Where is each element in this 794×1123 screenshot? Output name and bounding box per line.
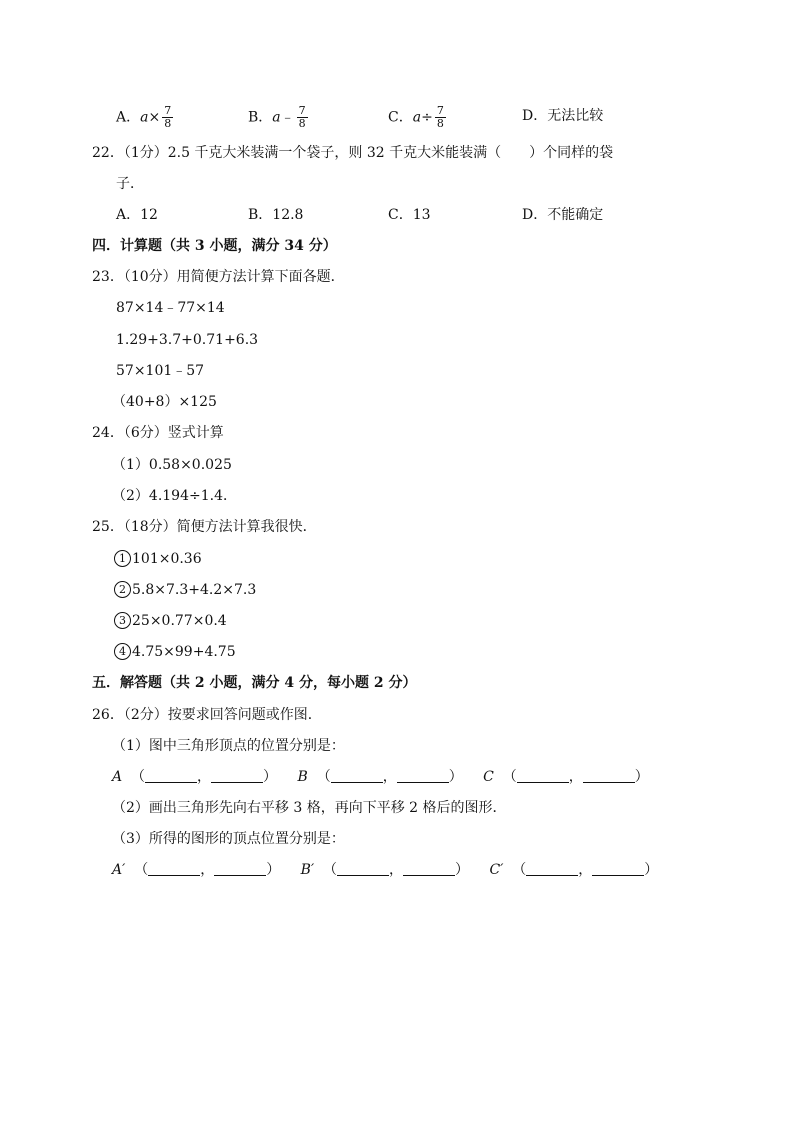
q25-expression: 4.75×99+4.75 [132, 644, 236, 660]
answer-blank[interactable] [145, 768, 197, 783]
point-b-prime [301, 860, 469, 880]
q23-item: （40+8）×125 [112, 394, 217, 410]
circled-number: 4 [114, 643, 131, 660]
answer-blank[interactable] [517, 768, 569, 783]
q25-item [114, 580, 256, 600]
q24-item: （1）0.58×0.025 [112, 457, 232, 473]
point-c-prime [489, 860, 658, 880]
q26-title: 26．（2分）按要求回答问题或作图． [92, 707, 322, 723]
q26-sub2: （2）画出三角形先向右平移 3 格，再向下平移 2 格后的图形． [112, 800, 507, 816]
fraction-denominator: 8 [298, 117, 306, 130]
variable: a [272, 109, 281, 126]
point-label: A [112, 769, 123, 785]
close-paren: ） [455, 862, 470, 878]
q24-item: （2）4.194÷1.4． [112, 488, 237, 504]
operator: × [148, 109, 161, 126]
fraction-numerator: 7 [436, 104, 444, 117]
answer-blank[interactable] [148, 861, 200, 876]
answer-blank[interactable] [214, 861, 266, 876]
q22-question-line1: 22．（1分）2.5 千克大米装满一个袋子，则 32 千克大米能装满（ ）个同样的袋 [92, 145, 614, 161]
variable: a [412, 109, 422, 126]
q23-item: 87×14﹣77×14 [116, 300, 225, 316]
fraction [297, 105, 308, 130]
answer-blank[interactable] [583, 768, 635, 783]
fraction-numerator: 7 [298, 104, 306, 117]
close-paren: ） [263, 769, 278, 785]
open-paren: （ [131, 769, 146, 785]
point-label: C′ [489, 862, 504, 878]
fraction [162, 105, 173, 130]
open-paren: （ [502, 769, 517, 785]
q21-option-b [248, 105, 310, 130]
circled-number: 2 [114, 581, 131, 598]
answer-blank[interactable] [331, 768, 383, 783]
operator: ﹣ [280, 109, 295, 126]
comma: ， [382, 769, 397, 785]
operator: ÷ [421, 109, 433, 126]
q26-points-original [112, 767, 649, 787]
q25-item [114, 611, 227, 631]
open-paren: （ [316, 769, 331, 785]
comma: ， [389, 862, 404, 878]
open-paren: （ [323, 862, 338, 878]
q25-item [114, 549, 202, 569]
point-label: B′ [300, 862, 315, 878]
open-paren: （ [512, 862, 527, 878]
comma: ， [197, 769, 212, 785]
answer-blank[interactable] [337, 861, 389, 876]
answer-blank[interactable] [397, 768, 449, 783]
section-5-heading: 五．解答题（共 2 小题，满分 4 分，每小题 2 分） [92, 675, 417, 691]
option-label: C． [388, 109, 413, 126]
q22-option-b: B．12.8 [248, 207, 304, 223]
point-label: C [483, 769, 494, 785]
answer-blank[interactable] [526, 861, 578, 876]
close-paren: ） [266, 862, 281, 878]
open-paren: （ [134, 862, 149, 878]
q21-option-a [116, 105, 175, 130]
comma: ， [200, 862, 215, 878]
answer-blank[interactable] [211, 768, 263, 783]
answer-blank[interactable] [592, 861, 644, 876]
option-label: B． [248, 109, 273, 126]
q25-expression: 5.8×7.3+4.2×7.3 [132, 582, 257, 598]
close-paren: ） [644, 862, 659, 878]
comma: ， [578, 862, 593, 878]
fraction-denominator: 8 [436, 117, 444, 130]
comma: ， [568, 769, 583, 785]
q26-sub3: （3）所得的图形的顶点位置分别是： [112, 831, 345, 847]
point-a [112, 767, 277, 787]
answer-blank[interactable] [403, 861, 455, 876]
option-label: A． [116, 109, 141, 126]
point-c [483, 767, 649, 787]
q23-item: 1.29+3.7+0.71+6.3 [116, 332, 259, 348]
fraction-numerator: 7 [164, 104, 172, 117]
q26-sub1: （1）图中三角形顶点的位置分别是： [112, 738, 345, 754]
q24-title: 24．（6分）竖式计算 [92, 425, 224, 441]
q22-question-line2: 子． [116, 176, 144, 192]
circled-number: 1 [114, 550, 131, 567]
section-4-heading: 四．计算题（共 3 小题，满分 34 分） [92, 238, 337, 254]
q22-option-a: A．12 [116, 207, 158, 223]
q26-points-translated [112, 860, 658, 880]
point-label: B [297, 769, 308, 785]
q22-option-d: D．不能确定 [522, 207, 604, 223]
q21-option-d: D．无法比较 [522, 108, 604, 124]
close-paren: ） [448, 769, 463, 785]
fraction-denominator: 8 [164, 117, 172, 130]
q21-option-c [388, 105, 448, 130]
q25-expression: 25×0.77×0.4 [132, 613, 227, 629]
q22-option-c: C．13 [388, 207, 431, 223]
q25-item [114, 642, 236, 662]
point-label: A′ [112, 862, 126, 878]
fraction [435, 105, 446, 130]
circled-number: 3 [114, 612, 131, 629]
variable: a [140, 109, 149, 126]
close-paren: ） [634, 769, 649, 785]
q23-item: 57×101﹣57 [116, 363, 205, 379]
point-b [297, 767, 462, 787]
point-a-prime [112, 860, 280, 880]
q23-title: 23．（10分）用简便方法计算下面各题． [92, 269, 345, 285]
q25-title: 25．（18分）简便方法计算我很快． [92, 519, 317, 535]
q25-expression: 101×0.36 [132, 551, 202, 567]
